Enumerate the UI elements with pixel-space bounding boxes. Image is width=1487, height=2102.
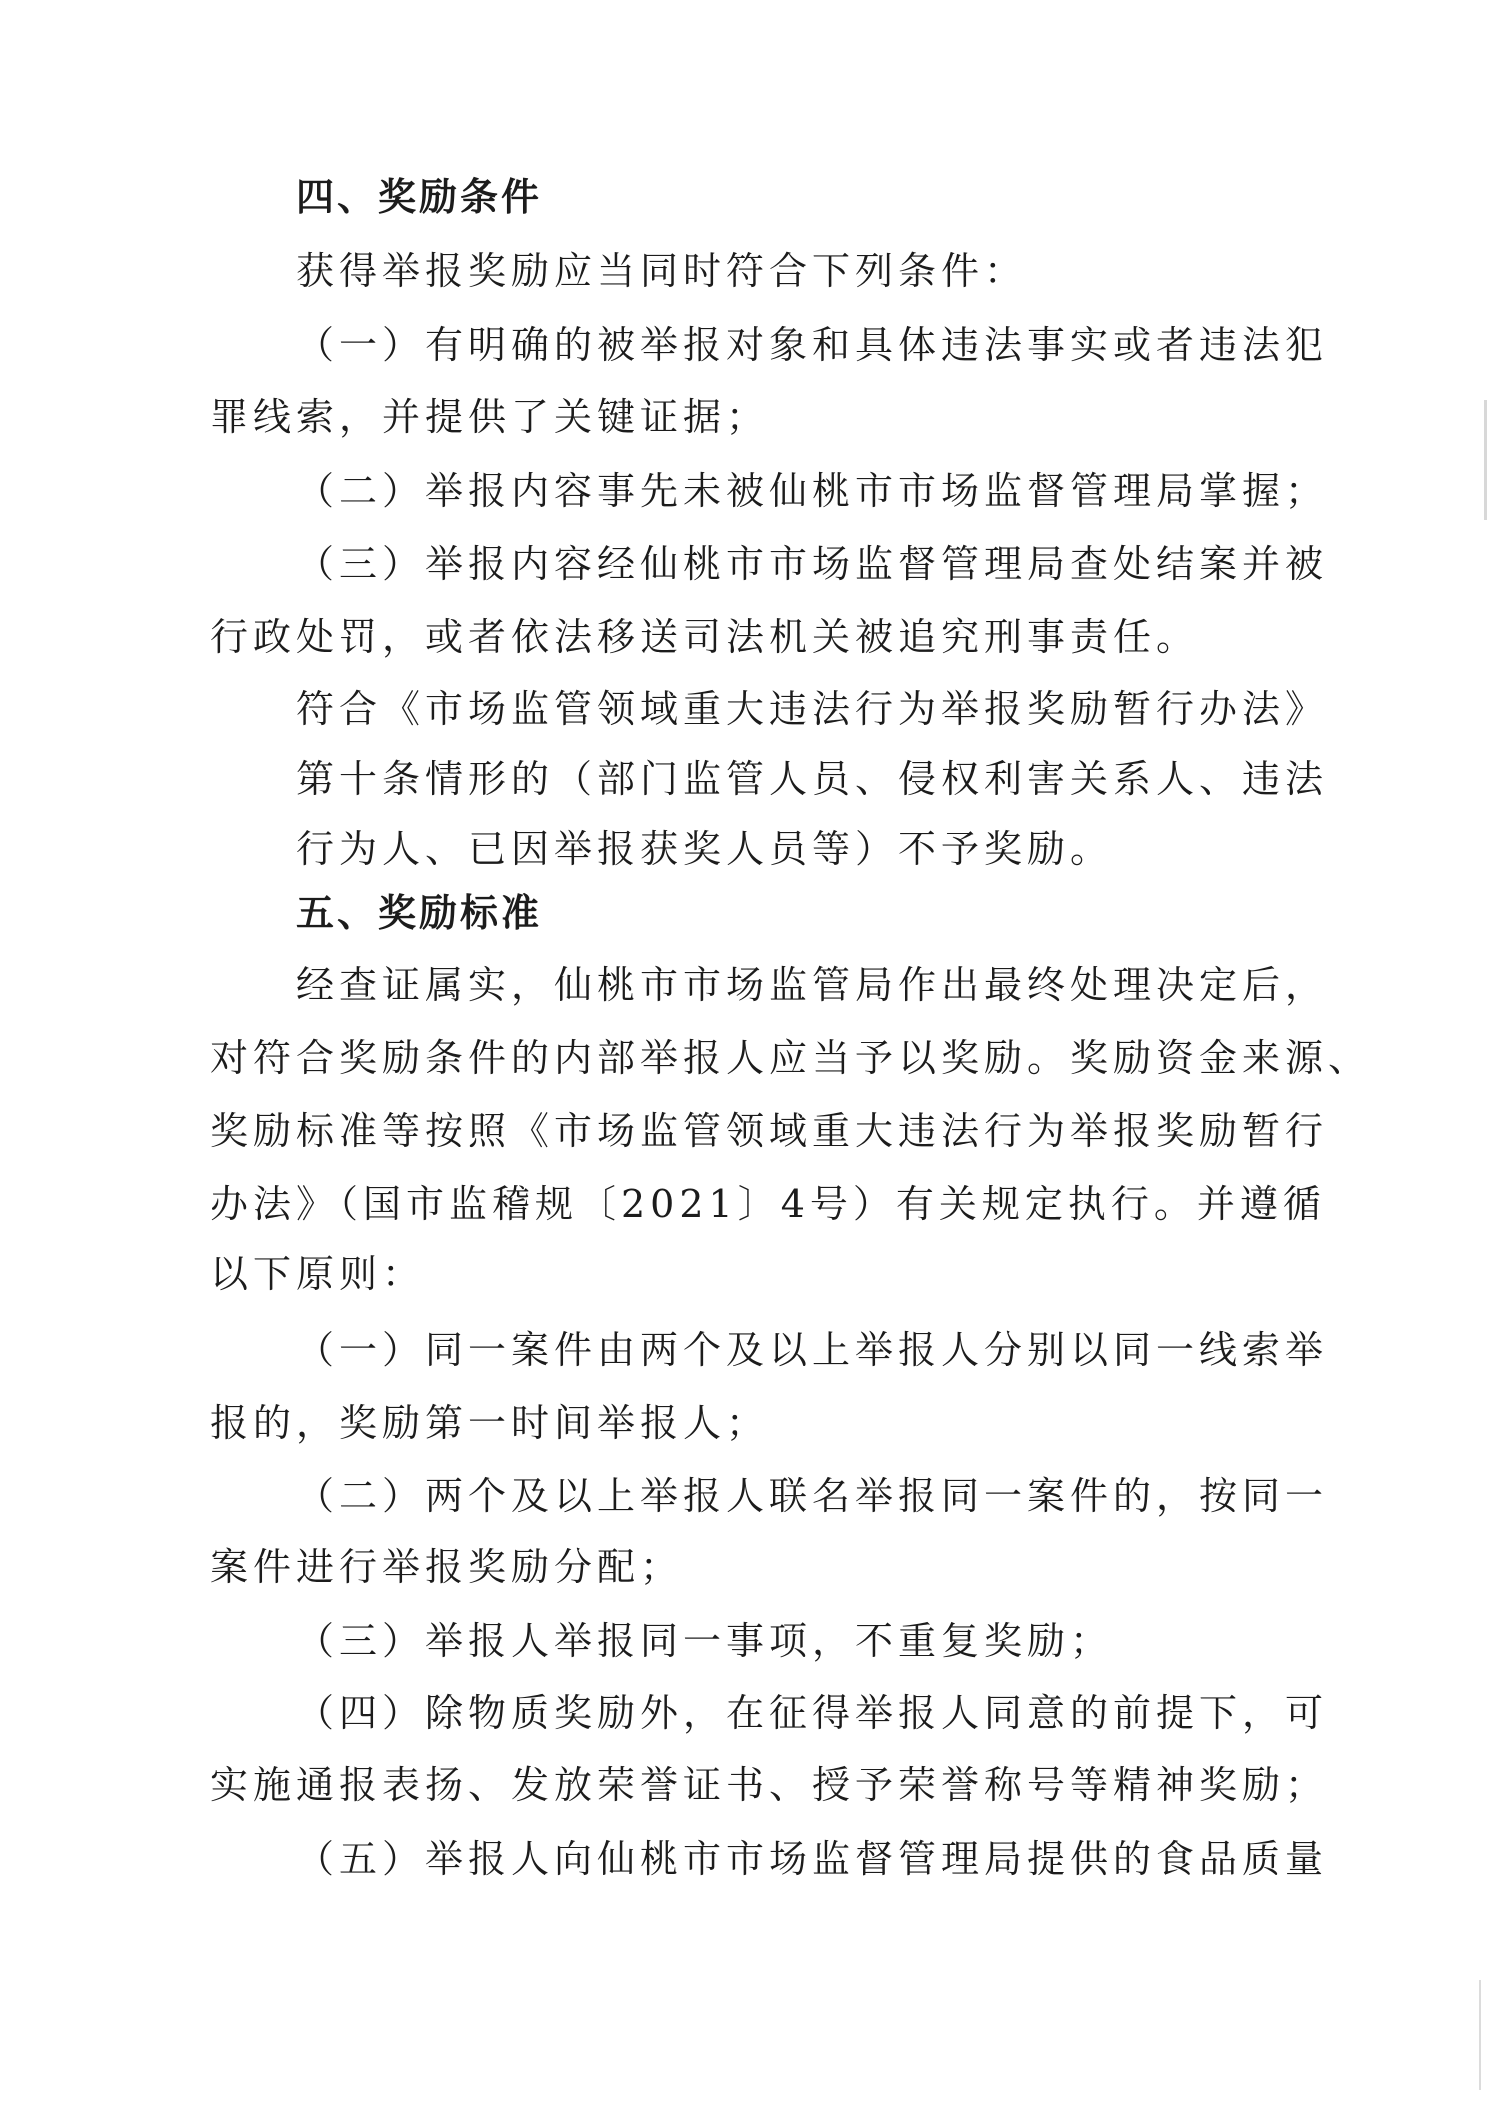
section-4-exclusion-line-1: 符合《市场监管领域重大违法行为举报奖励暂行办法》: [296, 687, 1329, 731]
section-5-item-4-line-1: （四）除物质奖励外，在征得举报人同意的前提下，可: [296, 1691, 1329, 1735]
section-4-item-3-line-2: 行政处罚，或者依法移送司法机关被追究刑事责任。: [210, 615, 1200, 659]
section-4-exclusion-line-3: 行为人、已因举报获奖人员等）不予奖励。: [296, 827, 1114, 871]
scan-edge-mark-bottom: [1479, 1980, 1481, 2090]
section-4-heading: 四、奖励条件: [296, 175, 543, 219]
section-5-item-3: （三）举报人举报同一事项，不重复奖励；: [296, 1619, 1114, 1663]
section-5-para-line-5: 以下原则：: [210, 1252, 426, 1296]
section-5-item-1-line-1: （一）同一案件由两个及以上举报人分别以同一线索举: [296, 1328, 1329, 1372]
section-5-item-4-line-2: 实施通报表扬、发放荣誉证书、授予荣誉称号等精神奖励；: [210, 1763, 1329, 1807]
section-5-para-line-4: 办法》（国市监稽规〔2021〕4号）有关规定执行。并遵循: [210, 1182, 1326, 1226]
section-4-intro: 获得举报奖励应当同时符合下列条件：: [296, 249, 1028, 293]
section-5-item-2-line-2: 案件进行举报奖励分配；: [210, 1545, 684, 1589]
section-4-item-1-line-2: 罪线索，并提供了关键证据；: [210, 395, 770, 439]
section-4-exclusion-line-2: 第十条情形的（部门监管人员、侵权利害关系人、违法: [296, 757, 1329, 801]
section-5-para-line-1: 经查证属实，仙桃市市场监管局作出最终处理决定后，: [296, 963, 1329, 1007]
section-5-item-1-line-2: 报的，奖励第一时间举报人；: [210, 1401, 770, 1445]
section-5-item-2-line-1: （二）两个及以上举报人联名举报同一案件的，按同一: [296, 1474, 1329, 1518]
section-4-item-3-line-1: （三）举报内容经仙桃市市场监督管理局查处结案并被: [296, 542, 1329, 586]
section-4-item-1-line-1: （一）有明确的被举报对象和具体违法事实或者违法犯: [296, 323, 1329, 367]
section-5-item-5-line-1: （五）举报人向仙桃市市场监督管理局提供的食品质量: [296, 1837, 1329, 1881]
section-5-para-line-2: 对符合奖励条件的内部举报人应当予以奖励。奖励资金来源、: [210, 1036, 1372, 1080]
section-4-item-2: （二）举报内容事先未被仙桃市市场监督管理局掌握；: [296, 469, 1329, 513]
section-5-para-line-3: 奖励标准等按照《市场监管领域重大违法行为举报奖励暂行: [210, 1109, 1329, 1153]
section-5-heading: 五、奖励标准: [296, 891, 543, 935]
